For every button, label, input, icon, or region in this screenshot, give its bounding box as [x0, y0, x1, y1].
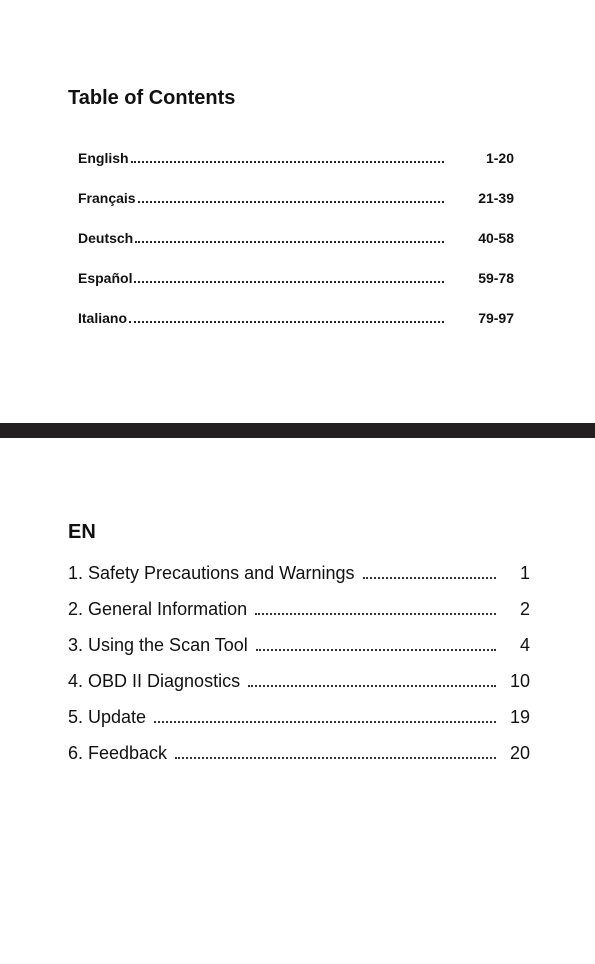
language-name: Italiano: [78, 310, 128, 326]
dot-leader: [135, 241, 444, 243]
dot-leader: [129, 321, 444, 323]
dot-leader: [175, 757, 496, 759]
chapter-page-number: 19: [510, 707, 531, 727]
chapter-entry-obd-diagnostics[interactable]: [68, 670, 530, 706]
language-page-range: 59-78: [478, 270, 514, 286]
language-entry-english[interactable]: [78, 148, 514, 188]
dot-leader: [134, 281, 444, 283]
language-page-range: 40-58: [478, 230, 514, 246]
chapter-entry-using-scan-tool[interactable]: [68, 634, 530, 670]
section-divider-bar: [0, 423, 595, 438]
page-title: Table of Contents: [68, 87, 236, 109]
chapter-name: 1. Safety Precautions and Warnings: [68, 563, 355, 583]
chapter-page-number: 4: [519, 635, 530, 655]
language-page-range: 1-20: [485, 150, 514, 166]
language-name: Deutsch: [78, 230, 134, 246]
language-index: [78, 148, 514, 348]
chapter-page-number: 20: [510, 743, 531, 763]
dot-leader: [255, 613, 496, 615]
language-page-range: 21-39: [478, 190, 514, 206]
dot-leader: [138, 201, 444, 203]
dot-leader: [131, 161, 444, 163]
language-name: Español: [78, 270, 133, 286]
chapter-entry-feedback[interactable]: [68, 742, 530, 778]
chapter-index: [68, 562, 530, 778]
chapter-entry-general-information[interactable]: [68, 598, 530, 634]
chapter-page-number: 10: [510, 671, 531, 691]
chapter-name: 5. Update: [68, 707, 147, 727]
chapter-name: 2. General Information: [68, 599, 248, 619]
chapter-page-number: 2: [519, 599, 530, 619]
language-name: Français: [78, 190, 136, 206]
language-entry-francais[interactable]: [78, 188, 514, 228]
language-entry-deutsch[interactable]: [78, 228, 514, 268]
chapter-entry-update[interactable]: [68, 706, 530, 742]
language-entry-espanol[interactable]: [78, 268, 514, 308]
language-entry-italiano[interactable]: [78, 308, 514, 348]
dot-leader: [256, 649, 496, 651]
dot-leader: [363, 577, 497, 579]
dot-leader: [154, 721, 496, 723]
chapter-name: 6. Feedback: [68, 743, 168, 763]
chapter-name: 3. Using the Scan Tool: [68, 635, 248, 655]
section-title: EN: [68, 521, 96, 543]
chapter-entry-safety[interactable]: [68, 562, 530, 598]
chapter-page-number: 1: [519, 563, 530, 583]
chapter-name: 4. OBD II Diagnostics: [68, 671, 241, 691]
dot-leader: [248, 685, 496, 687]
language-page-range: 79-97: [478, 310, 514, 326]
language-name: English: [78, 150, 129, 166]
